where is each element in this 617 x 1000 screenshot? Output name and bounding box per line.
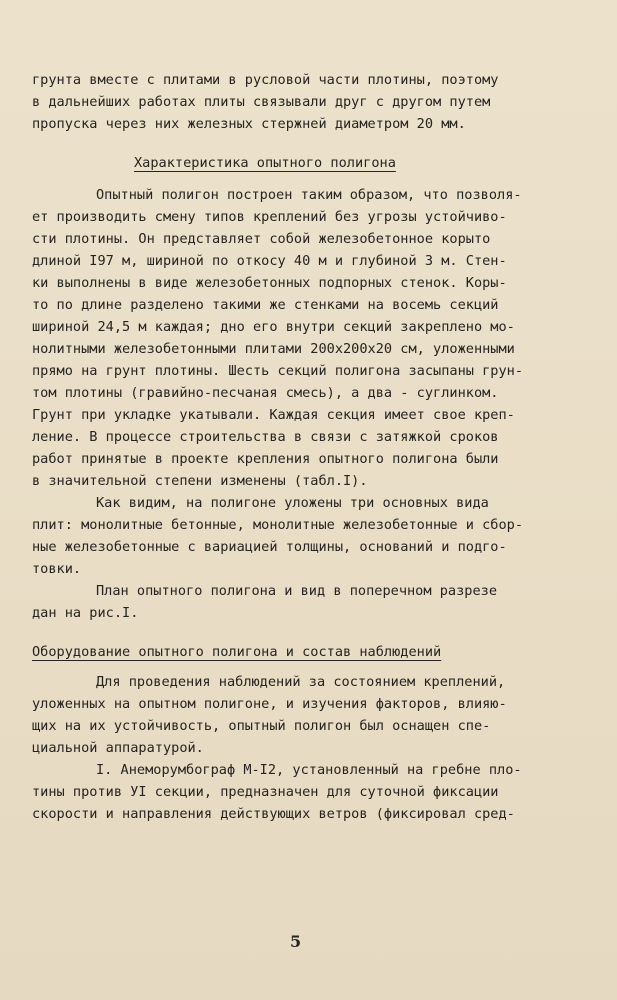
section-heading-equipment: Оборудование опытного полигона и состав наблюдений [32, 644, 442, 660]
section-heading-polygon-characteristics: Характеристика опытного полигона [134, 155, 396, 171]
paragraph-2-line-5: ки выполнены в виде железобетонных подпорных стенок. Коры- [32, 275, 507, 291]
paragraph-1-line-1: грунта вместе с плитами в русловой части плотины, поэтому [32, 72, 499, 88]
paragraph-4-line-2: дан на рис.I. [32, 605, 139, 621]
paragraph-2-line-11: Грунт при укладке укатывали. Каждая секция имеет свое креп- [32, 407, 515, 423]
paragraph-3-line-2: плит: монолитные бетонные, монолитные железобетонные и сбор- [32, 517, 524, 533]
paragraph-2-line-3: сти плотины. Он представляет собой железобетонное корыто [32, 231, 491, 247]
paragraph-2-line-1: Опытный полигон построен таким образом, что позволя- [96, 187, 522, 203]
paragraph-2-line-9: прямо на грунт плотины. Шесть секций полигона засыпаны грун- [32, 363, 524, 379]
paragraph-5-line-2: уложенных на опытном полигоне, и изучения факторов, влияю- [32, 696, 507, 712]
paragraph-6-line-3: скорости и направления действующих ветров (фиксировал сред- [32, 806, 515, 822]
paragraph-5-line-1: Для проведения наблюдений за состоянием креплений, [96, 674, 506, 690]
paragraph-2-line-2: ет производить смену типов креплений без угрозы устойчиво- [32, 209, 507, 225]
paragraph-2-line-8: нолитными железобетонными плитами 200х200х20 см, уложенными [32, 341, 515, 357]
paragraph-2-line-13: работ принятые в проекте крепления опытного полигона были [32, 451, 499, 467]
paragraph-4-line-1: План опытного полигона и вид в поперечном разрезе [96, 583, 498, 599]
paragraph-6-line-2: тины против УI секции, предназначен для суточной фиксации [32, 784, 499, 800]
paragraph-3-line-1: Как видим, на полигоне уложены три основных вида [96, 495, 489, 511]
paragraph-5-line-3: щих на их устойчивость, опытный полигон был оснащен спе- [32, 718, 491, 734]
paragraph-2-line-10: том плотины (гравийно-песчаная смесь), а два - суглинком. [32, 385, 499, 401]
paragraph-2-line-6: то по длине разделено такими же стенками на восемь секций [32, 297, 499, 313]
paragraph-2-line-14: в значительной степени изменены (табл.I). [32, 473, 368, 489]
paragraph-6-line-1: I. Анеморумбограф М-I2, установленный на гребне пло- [96, 762, 522, 778]
page-number: 5 [290, 932, 302, 951]
paragraph-3-line-4: товки. [32, 561, 82, 577]
paragraph-3-line-3: ные железобетонные с вариацией толщины, оснований и подго- [32, 539, 507, 555]
paragraph-5-line-4: циальной аппаратурой. [32, 740, 204, 756]
paragraph-2-line-4: длиной I97 м, шириной по откосу 40 м и глубиной 3 м. Стен- [32, 253, 507, 269]
paragraph-1-line-3: пропуска через них железных стержней диаметром 20 мм. [32, 116, 466, 132]
paragraph-2-line-7: шириной 24,5 м каждая; дно его внутри секций закреплено мо- [32, 319, 515, 335]
paragraph-1-line-2: в дальнейших работах плиты связывали друг с другом путем [32, 94, 491, 110]
paragraph-2-line-12: ление. В процессе строительства в связи с затяжкой сроков [32, 429, 499, 445]
